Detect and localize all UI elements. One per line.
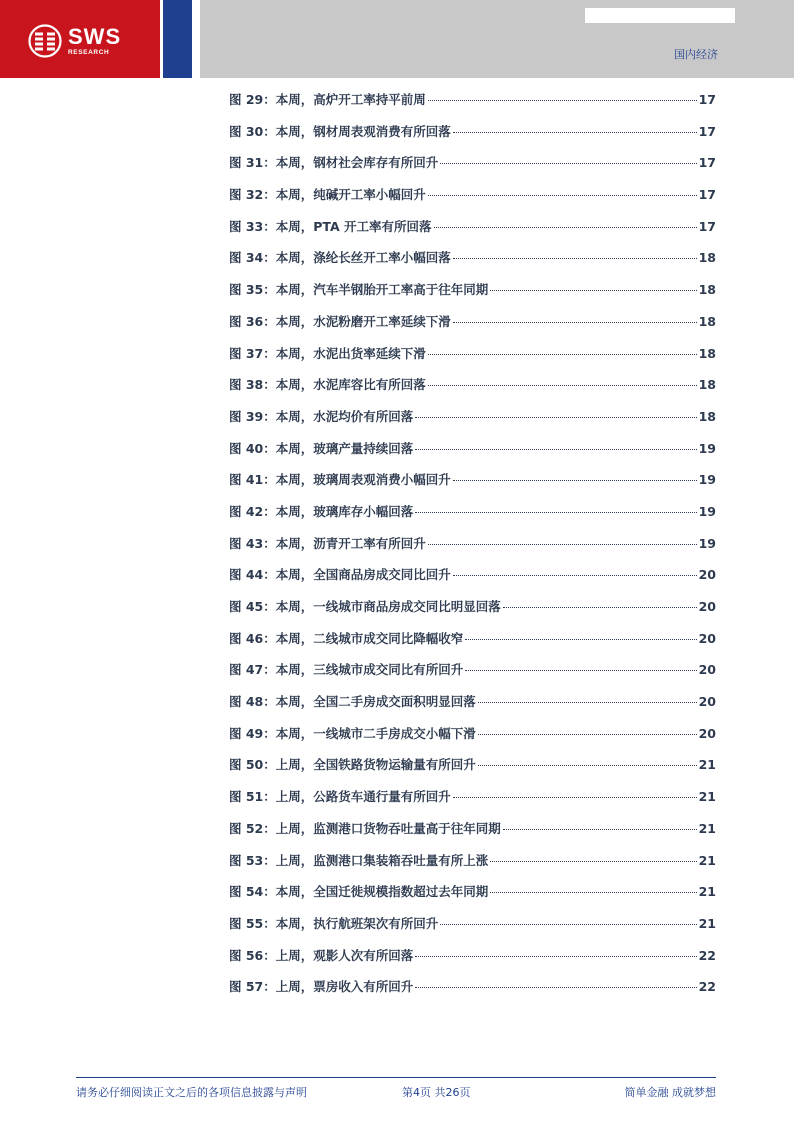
toc-entry[interactable]: [229, 470, 716, 502]
toc-entry-page: 20: [698, 599, 716, 614]
toc-entry-title: 图 34：本周，涤纶长丝开工率小幅回落: [229, 250, 451, 266]
toc-entry-title: 图 55：本周，执行航班架次有所回升: [229, 915, 439, 931]
toc-entry[interactable]: [229, 946, 716, 978]
toc-entry[interactable]: [229, 914, 716, 946]
toc-dot-leader: [428, 385, 697, 386]
toc-entry[interactable]: [229, 629, 716, 661]
toc-entry[interactable]: [229, 502, 716, 534]
toc-entry-page: 18: [698, 408, 716, 424]
toc-entry-title: 图 50：上周，全国铁路货物运输量有所回升: [229, 757, 476, 773]
toc-entry-title: 图 56：上周，观影人次有所回落: [229, 947, 414, 963]
toc-entry-page: 21: [698, 852, 716, 868]
toc-dot-leader: [490, 861, 696, 862]
toc-entry-title: 图 44：本周，全国商品房成交同比回升: [229, 567, 451, 583]
toc-dot-leader: [440, 163, 696, 164]
toc-dot-leader: [440, 924, 696, 925]
figure-list: [229, 90, 716, 1009]
toc-dot-leader: [428, 354, 697, 355]
toc-entry-title: 图 54：本周，全国迁徙规模指数超过去年同期: [229, 884, 489, 900]
toc-entry[interactable]: [229, 344, 716, 376]
toc-dot-leader: [490, 892, 696, 893]
toc-dot-leader: [453, 797, 697, 798]
page-number: 第4页 共26页: [402, 1086, 471, 1099]
toc-entry-title: 图 46：本周，二线城市成交同比降幅收窄: [229, 630, 464, 646]
toc-dot-leader: [478, 702, 697, 703]
toc-entry-title: 图 39：本周，水泥均价有所回落: [229, 408, 414, 424]
toc-entry-page: 21: [698, 789, 716, 805]
toc-entry[interactable]: [229, 787, 716, 819]
toc-entry-title: 图 51：上周，公路货车通行量有所回升: [229, 789, 451, 805]
toc-entry-page: 20: [698, 694, 716, 710]
footer-divider: [76, 1077, 716, 1078]
toc-entry[interactable]: [229, 565, 716, 597]
toc-entry[interactable]: [229, 248, 716, 280]
toc-entry-title: 图 35：本周，汽车半钢胎开工率高于往年同期: [229, 282, 489, 298]
toc-entry-page: 21: [698, 884, 716, 900]
toc-dot-leader: [428, 544, 697, 545]
toc-entry-title: 图 41：本周，玻璃周表观消费小幅回升: [229, 472, 451, 488]
toc-entry[interactable]: [229, 692, 716, 724]
toc-entry-title: 图 43：本周，沥青开工率有所回升: [229, 535, 426, 551]
toc-entry[interactable]: [229, 755, 716, 787]
toc-entry-page: 19: [698, 535, 716, 551]
toc-entry-page: 20: [698, 662, 716, 678]
toc-entry-title: 图 52：上周，监测港口货物吞吐量高于往年同期: [229, 820, 501, 836]
toc-entry-page: 19: [698, 503, 716, 519]
toc-entry-title: 图 42：本周，玻璃库存小幅回落: [229, 503, 414, 519]
toc-entry-title: 图 47：本周，三线城市成交同比有所回升: [229, 662, 464, 678]
toc-dot-leader: [428, 195, 697, 196]
toc-entry-page: 21: [698, 820, 716, 836]
toc-entry-page: 18: [698, 282, 716, 298]
toc-entry-page: 22: [698, 979, 716, 995]
toc-entry-page: 18: [698, 345, 716, 361]
toc-entry[interactable]: [229, 882, 716, 914]
toc-entry-page: 20: [698, 630, 716, 646]
toc-entry[interactable]: [229, 660, 716, 692]
footer-slogan: 简单金融 成就梦想: [624, 1086, 716, 1099]
toc-entry-title: 图 45：本周，一线城市商品房成交同比明显回落: [229, 599, 501, 614]
header-white-bar: [585, 8, 735, 23]
toc-entry-page: 18: [698, 377, 716, 393]
logo-subtext: RESEARCH: [68, 48, 110, 56]
toc-dot-leader: [503, 607, 697, 608]
toc-entry[interactable]: [229, 185, 716, 217]
toc-entry-page: 17: [698, 187, 716, 203]
toc-entry-title: 图 49：本周，一线城市二手房成交小幅下滑: [229, 725, 476, 741]
toc-entry-title: 图 32：本周，纯碱开工率小幅回升: [229, 187, 426, 203]
toc-entry[interactable]: [229, 217, 716, 249]
toc-entry-title: 图 38：本周，水泥库容比有所回落: [229, 377, 426, 393]
toc-dot-leader: [415, 512, 696, 513]
sws-logo: [28, 24, 121, 58]
toc-entry-page: 17: [698, 155, 716, 171]
toc-entry[interactable]: [229, 280, 716, 312]
logo-text: SWS: [68, 23, 122, 49]
toc-entry-page: 19: [698, 440, 716, 456]
toc-entry-page: 18: [698, 250, 716, 266]
toc-dot-leader: [428, 100, 697, 101]
header-blue-stripe: [163, 0, 192, 78]
toc-entry[interactable]: [229, 122, 716, 154]
toc-dot-leader: [453, 132, 697, 133]
toc-dot-leader: [434, 227, 697, 228]
toc-entry[interactable]: [229, 819, 716, 851]
toc-dot-leader: [415, 449, 696, 450]
toc-entry[interactable]: [229, 724, 716, 756]
toc-entry-page: 17: [698, 92, 716, 107]
toc-entry-page: 17: [698, 123, 716, 139]
toc-dot-leader: [453, 322, 697, 323]
toc-entry-title: 图 37：本周，水泥出货率延续下滑: [229, 345, 426, 361]
toc-entry-title: 图 30：本周，钢材周表观消费有所回落: [229, 123, 451, 139]
toc-entry[interactable]: [229, 153, 716, 185]
toc-dot-leader: [478, 765, 697, 766]
toc-dot-leader: [415, 956, 696, 957]
toc-entry-page: 17: [698, 218, 716, 234]
toc-dot-leader: [453, 258, 697, 259]
toc-entry[interactable]: [229, 851, 716, 883]
toc-entry[interactable]: [229, 375, 716, 407]
toc-entry-title: 图 36：本周，水泥粉磨开工率延续下滑: [229, 313, 451, 329]
toc-dot-leader: [478, 734, 697, 735]
toc-entry[interactable]: [229, 312, 716, 344]
toc-dot-leader: [490, 290, 696, 291]
toc-entry-page: 19: [698, 472, 716, 488]
section-title: 国内经济: [674, 48, 718, 61]
toc-dot-leader: [465, 639, 696, 640]
toc-entry-title: 图 48：本周，全国二手房成交面积明显回落: [229, 694, 476, 710]
toc-entry-title: 图 57：上周，票房收入有所回升: [229, 979, 414, 995]
toc-entry-page: 20: [698, 567, 716, 583]
toc-entry-title: 图 53：上周，监测港口集装箱吞吐量有所上涨: [229, 852, 489, 868]
sws-logo-icon: [28, 24, 62, 58]
toc-entry-page: 20: [698, 725, 716, 741]
toc-dot-leader: [465, 670, 696, 671]
toc-dot-leader: [503, 829, 697, 830]
toc-entry-page: 21: [698, 915, 716, 931]
toc-dot-leader: [453, 480, 697, 481]
toc-entry-title: 图 33：本周，PTA 开工率有所回落: [229, 218, 432, 234]
toc-dot-leader: [415, 417, 696, 418]
toc-entry-page: 21: [698, 757, 716, 773]
toc-entry[interactable]: [229, 597, 716, 629]
toc-entry[interactable]: [229, 977, 716, 1009]
toc-dot-leader: [415, 987, 696, 988]
toc-entry-page: 18: [698, 313, 716, 329]
toc-entry-title: 图 40：本周，玻璃产量持续回落: [229, 440, 414, 456]
toc-entry[interactable]: [229, 439, 716, 471]
toc-entry[interactable]: [229, 407, 716, 439]
toc-entry-title: 图 29：本周，高炉开工率持平前周: [229, 92, 426, 107]
toc-entry[interactable]: [229, 534, 716, 566]
toc-entry-title: 图 31：本周，钢材社会库存有所回升: [229, 155, 439, 171]
toc-dot-leader: [453, 575, 697, 576]
footer-disclaimer: 请务必仔细阅读正文之后的各项信息披露与声明: [76, 1086, 307, 1099]
toc-entry-page: 22: [698, 947, 716, 963]
toc-entry[interactable]: [229, 90, 716, 122]
